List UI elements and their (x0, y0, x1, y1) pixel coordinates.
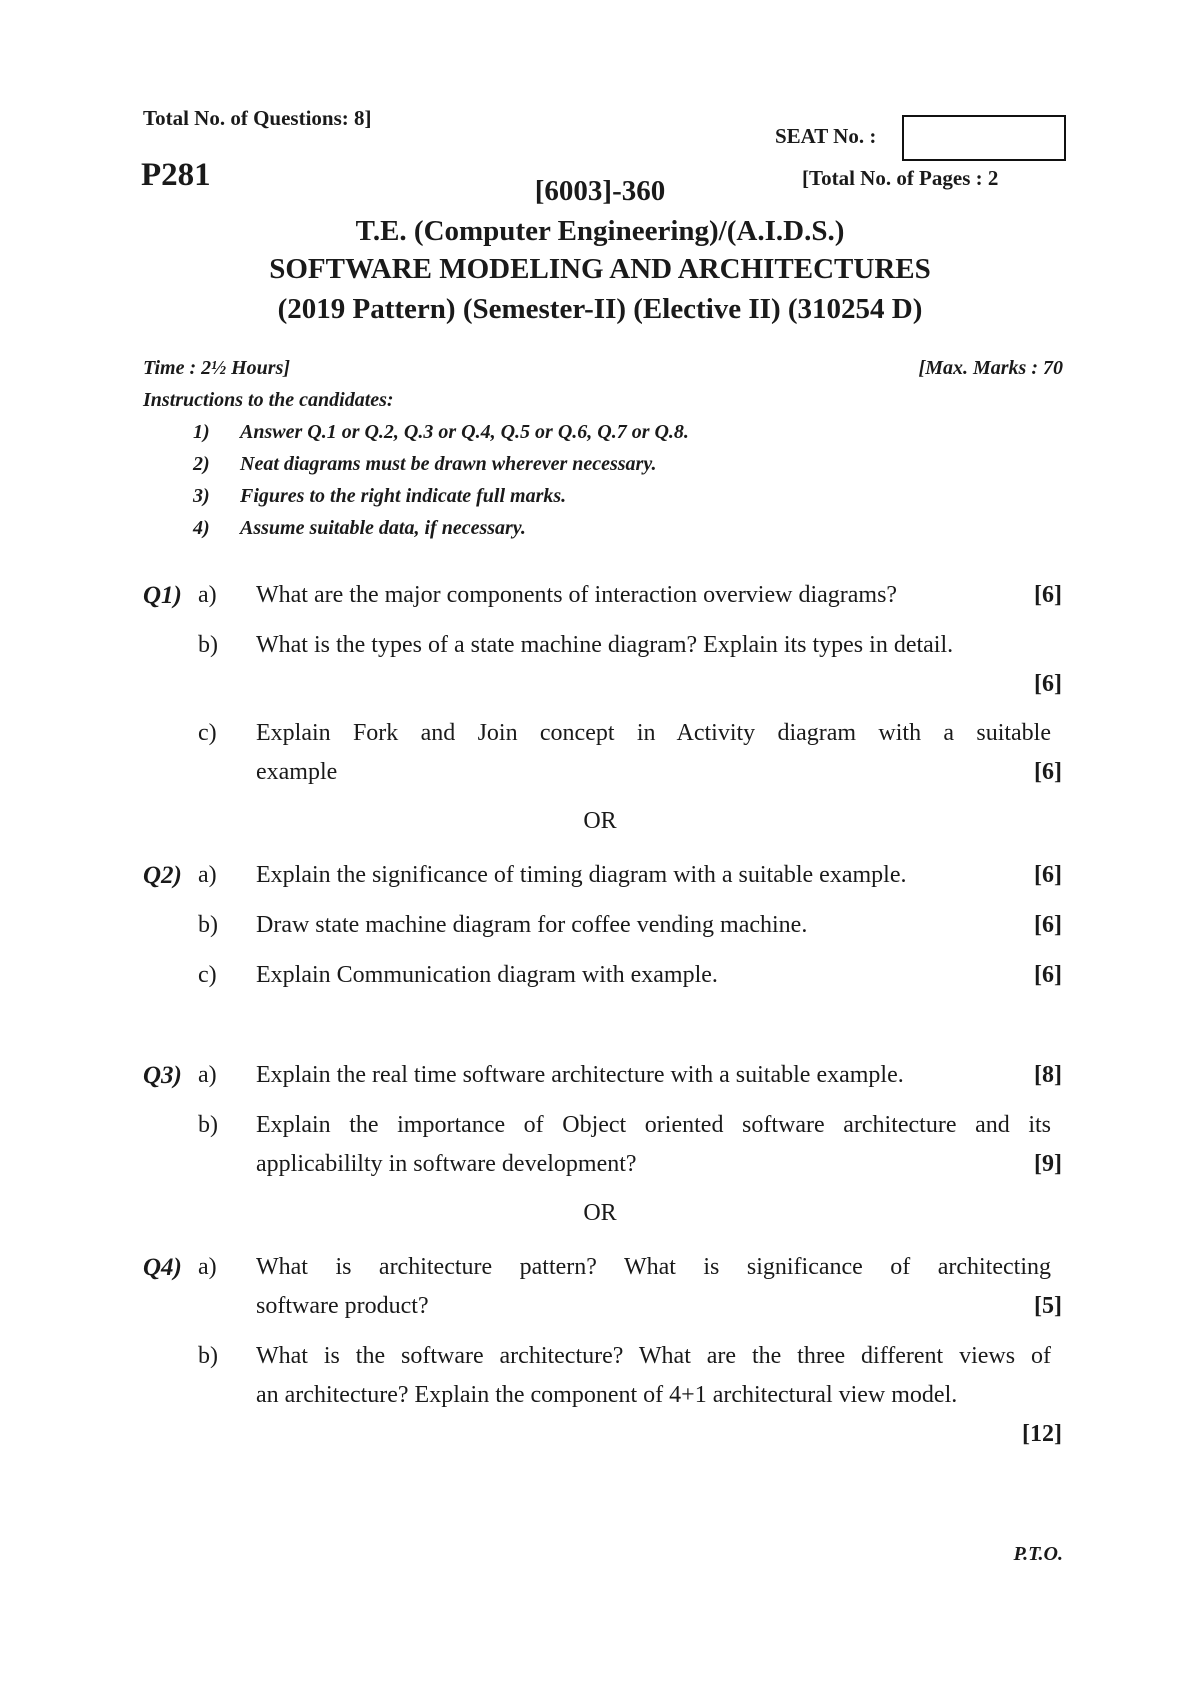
instruction-number: 1) (193, 421, 210, 443)
question-label: Q4) (143, 1254, 182, 1281)
question-text: Explain the importance of Object oriented software architecture and its (256, 1112, 1051, 1138)
question-text: Explain the significance of timing diagram with a suitable example. (256, 862, 907, 888)
question-text: Draw state machine diagram for coffee vending machine. (256, 912, 808, 938)
question-text: Explain Fork and Join concept in Activity diagram with a suitable (256, 720, 1051, 746)
marks: [9] (1034, 1151, 1062, 1177)
instruction-text: Neat diagrams must be drawn wherever necessary. (240, 453, 657, 475)
sub-label: a) (198, 1062, 217, 1088)
marks: [8] (1034, 1062, 1062, 1088)
instructions-title: Instructions to the candidates: (143, 389, 394, 411)
marks: [6] (1034, 962, 1062, 988)
question-text: What is architecture pattern? What is significance of architecting (256, 1254, 1051, 1280)
sub-label: a) (198, 582, 217, 608)
sub-label: a) (198, 862, 217, 888)
marks: [12] (1022, 1421, 1062, 1447)
instruction-text: Assume suitable data, if necessary. (240, 517, 526, 539)
instruction-number: 3) (193, 485, 210, 507)
question-text: What is the types of a state machine diagram? Explain its types in detail. (256, 632, 954, 658)
instruction-text: Answer Q.1 or Q.2, Q.3 or Q.4, Q.5 or Q.6, Q.7 or Q.8. (240, 421, 689, 443)
sub-label: b) (198, 1343, 218, 1369)
question-text: What is the software architecture? What are the three different views of (256, 1343, 1051, 1369)
sub-label: b) (198, 632, 218, 658)
question-label: Q1) (143, 582, 182, 609)
instruction-number: 4) (193, 517, 210, 539)
question-text: What are the major components of interaction overview diagrams? (256, 582, 898, 608)
page-turn-over: P.T.O. (1013, 1543, 1063, 1565)
question-text: applicabililty in software development? (256, 1151, 637, 1177)
question-text: Explain the real time software architecture with a suitable example. (256, 1062, 904, 1088)
marks: [6] (1034, 862, 1062, 888)
marks: [5] (1034, 1293, 1062, 1319)
marks: [6] (1034, 582, 1062, 608)
question-label: Q3) (143, 1062, 182, 1089)
course-title: T.E. (Computer Engineering)/(A.I.D.S.) (355, 215, 845, 247)
paper-code: P281 (141, 157, 211, 193)
question-label: Q2) (143, 862, 182, 889)
marks: [6] (1034, 671, 1062, 697)
pattern-line: (2019 Pattern) (Semester-II) (Elective II) (310254 D) (277, 293, 923, 325)
sub-label: c) (198, 720, 217, 746)
max-marks: [Max. Marks : 70 (918, 357, 1063, 379)
time-duration: Time : 2½ Hours] (143, 357, 291, 379)
total-pages: [Total No. of Pages : 2 (802, 166, 999, 190)
seat-number-box[interactable] (902, 115, 1066, 161)
question-text: Explain Communication diagram with example. (256, 962, 718, 988)
exam-code: [6003]-360 (534, 175, 666, 207)
sub-label: a) (198, 1254, 217, 1280)
instruction-text: Figures to the right indicate full marks. (240, 485, 567, 507)
instruction-number: 2) (193, 453, 210, 475)
marks: [6] (1034, 912, 1062, 938)
seat-label: SEAT No. : (775, 124, 877, 148)
or-separator: OR (583, 1200, 617, 1226)
marks: [6] (1034, 759, 1062, 785)
question-text: an architecture? Explain the component of 4+1 architectural view model. (256, 1382, 958, 1408)
sub-label: b) (198, 1112, 218, 1138)
total-questions: Total No. of Questions: 8] (143, 106, 372, 130)
question-text: software product? (256, 1293, 429, 1319)
sub-label: c) (198, 962, 217, 988)
subject-title: SOFTWARE MODELING AND ARCHITECTURES (269, 253, 931, 285)
question-text: example (256, 759, 338, 785)
sub-label: b) (198, 912, 218, 938)
or-separator: OR (583, 808, 617, 834)
